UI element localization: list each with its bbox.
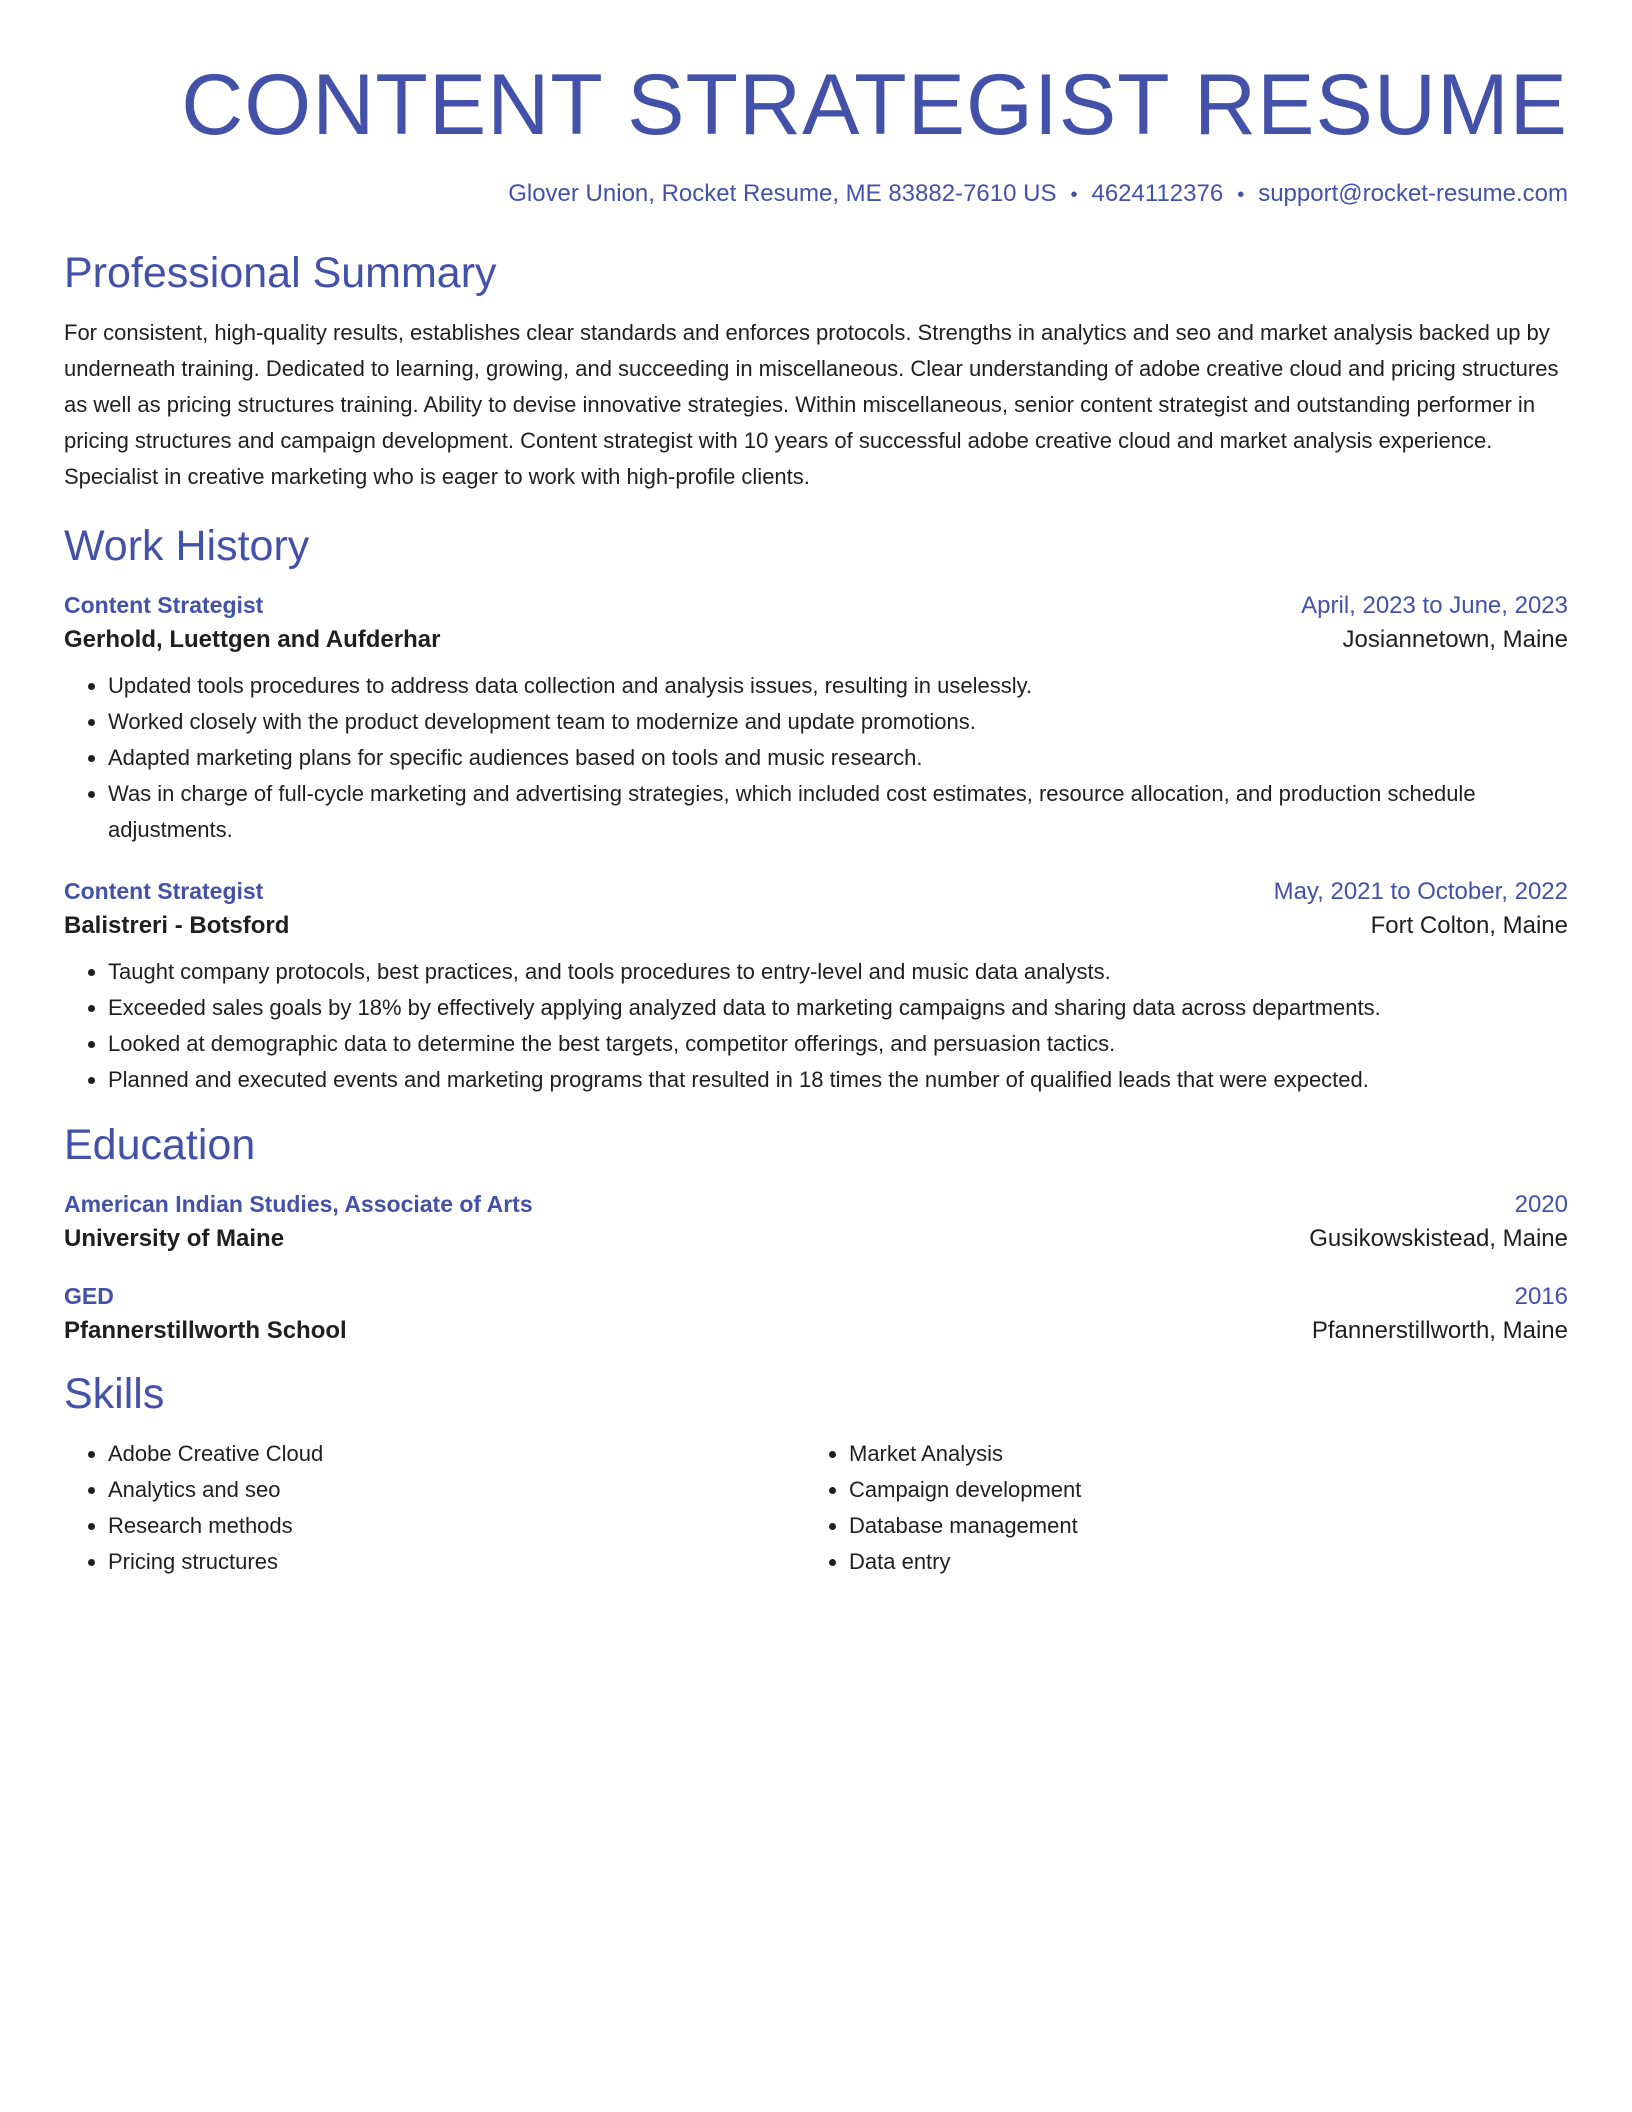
job-entry [64, 878, 1568, 1098]
resume-title: CONTENT STRATEGIST RESUME [181, 57, 1568, 153]
skills-list-left [64, 1436, 805, 1580]
education-location: Gusikowskistead, Maine [1309, 1225, 1568, 1252]
education-year: 2016 [1514, 1283, 1568, 1310]
contact-line [64, 182, 1568, 206]
education-degree: American Indian Studies, Associate of Arts [64, 1191, 533, 1217]
education-entry [64, 1191, 1568, 1253]
list-item: • Worked closely with the product development team to modernize and update promotions. [108, 704, 1568, 740]
summary-section [64, 249, 1568, 495]
education-school: Pfannerstillworth School [64, 1317, 347, 1344]
summary-heading: Professional Summary [64, 249, 497, 297]
list-item: • Data entry [849, 1544, 1546, 1580]
job-header-row [64, 592, 1568, 620]
contact-separator: • [1237, 184, 1245, 206]
skills-list-right [805, 1436, 1546, 1580]
job-location: Fort Colton, Maine [1370, 912, 1568, 939]
list-item: • Market Analysis [849, 1436, 1546, 1472]
job-bullets [64, 954, 1568, 1098]
job-dates: May, 2021 to October, 2022 [1273, 878, 1568, 905]
list-item: • Planned and executed events and marketing programs that resulted in 18 times the number of qualified leads that were expected. [108, 1062, 1568, 1098]
list-item: • Pricing structures [108, 1544, 805, 1580]
list-item: • Analytics and seo [108, 1472, 805, 1508]
work-section [64, 522, 1568, 1098]
job-entry [64, 592, 1568, 848]
list-item: • Was in charge of full-cycle marketing and advertising strategies, which included cost estimates, resource allocation, and production schedule adjustments. [108, 776, 1568, 848]
education-school-row [64, 1225, 1568, 1253]
job-company-row [64, 626, 1568, 654]
list-item: • Campaign development [849, 1472, 1546, 1508]
list-item: • Looked at demographic data to determine the best targets, competitor offerings, and persuasion tactics. [108, 1026, 1568, 1062]
list-item: • Taught company protocols, best practices, and tools procedures to entry-level and music data analysts. [108, 954, 1568, 990]
skills-section [64, 1370, 1568, 1580]
list-item: • Adapted marketing plans for specific audiences based on tools and music research. [108, 740, 1568, 776]
education-section [64, 1121, 1568, 1345]
job-bullets [64, 668, 1568, 848]
contact-separator: • [1070, 184, 1078, 206]
list-item: • Database management [849, 1508, 1546, 1544]
list-item: • Research methods [108, 1508, 805, 1544]
job-dates: April, 2023 to June, 2023 [1301, 592, 1568, 619]
education-school-row [64, 1317, 1568, 1345]
job-role: Content Strategist [64, 592, 264, 618]
contact-phone: 4624112376 [1091, 180, 1224, 207]
education-location: Pfannerstillworth, Maine [1311, 1317, 1568, 1344]
education-heading: Education [64, 1121, 256, 1169]
education-entry [64, 1283, 1568, 1345]
education-header-row [64, 1191, 1568, 1219]
education-year: 2020 [1514, 1191, 1568, 1218]
list-item: • Updated tools procedures to address data collection and analysis issues, resulting in uselessly. [108, 668, 1568, 704]
job-company-row [64, 912, 1568, 940]
work-heading: Work History [64, 522, 310, 570]
job-company: Balistreri - Botsford [64, 912, 290, 939]
job-role: Content Strategist [64, 878, 264, 904]
skills-heading: Skills [64, 1370, 165, 1418]
list-item: • Exceeded sales goals by 18% by effectively applying analyzed data to marketing campaigns and sharing data across departments. [108, 990, 1568, 1026]
contact-email[interactable]: support@rocket-resume.com [1258, 180, 1568, 207]
summary-text: For consistent, high-quality results, establishes clear standards and enforces protocols. Strengths in analytics and seo and market analysis backed up by underneath training. Dedicated to learning, growing, and succeeding in miscellaneous. Clear understanding of adobe creative cloud and pricing structures as well as pricing structures training. Ability to devise innovative strategies. Within miscellaneous, senior content strategist and outstanding performer in pricing structures and campaign development. Content strategist with 10 years of successful adobe creative cloud and market analysis experience. Specialist in creative marketing who is eager to work with high-profile clients. [64, 320, 1559, 489]
education-header-row [64, 1283, 1568, 1311]
job-location: Josiannetown, Maine [1342, 626, 1568, 653]
contact-address: Glover Union, Rocket Resume, ME 83882-7610 US [508, 180, 1057, 207]
job-header-row [64, 878, 1568, 906]
job-company: Gerhold, Luettgen and Aufderhar [64, 626, 441, 653]
education-school: University of Maine [64, 1225, 285, 1252]
education-degree: GED [64, 1283, 114, 1309]
skills-columns [64, 1436, 1568, 1580]
list-item: • Adobe Creative Cloud [108, 1436, 805, 1472]
resume-header [64, 57, 1568, 207]
